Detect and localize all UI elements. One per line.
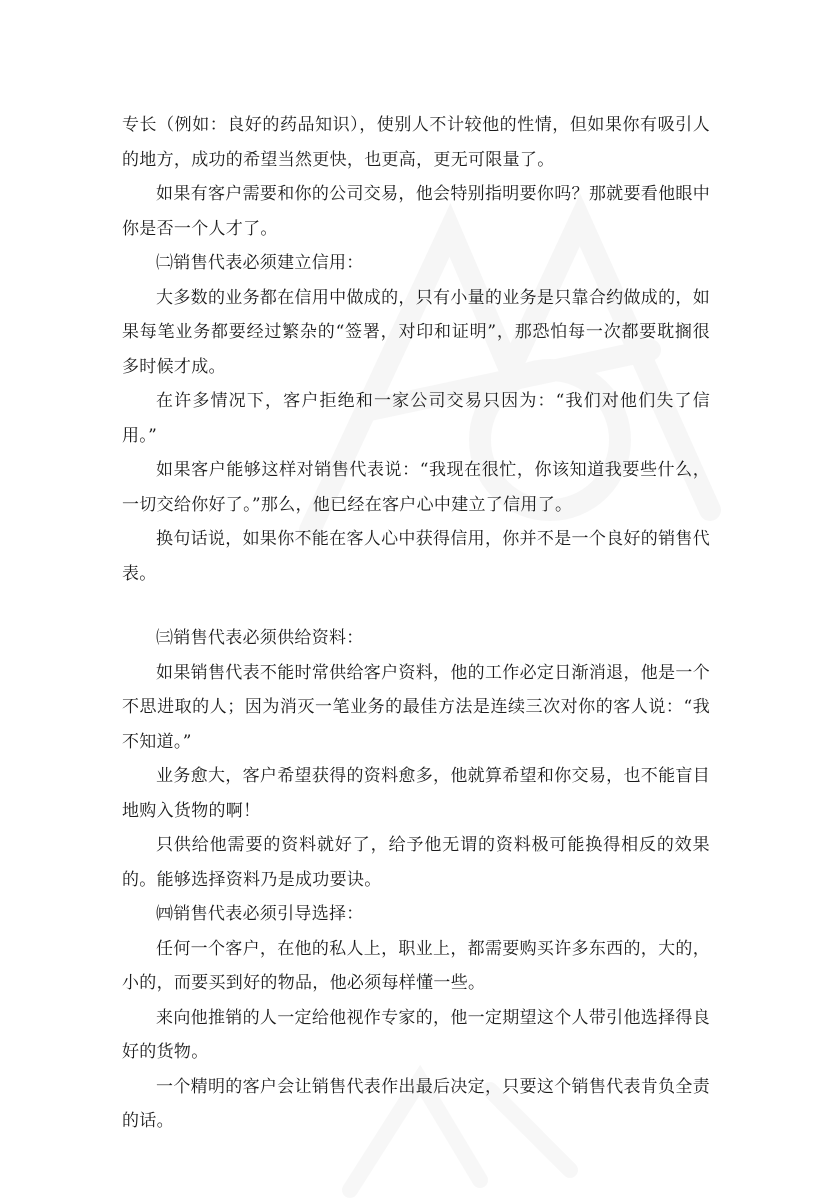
paragraph: 换句话说，如果你不能在客人心中获得信用，你并不是一个良好的销售代表。 (122, 529, 710, 584)
section-heading: ㈢销售代表必须供给资料： (156, 628, 364, 648)
paragraph-gap (122, 591, 710, 621)
paragraph: 来向他推销的人一定给他视作专家的，他一定期望这个人带引他选择得良好的货物。 (122, 1007, 710, 1062)
paragraph: 业务愈大，客户希望获得的资料愈多，他就算希望和你交易，也不能盲目地购入货物的啊！ (122, 766, 710, 821)
paragraph: 专长（例如：良好的药品知识），使别人不计较他的性情，但如果你有吸引人的地方，成功的希望当然更快，也更高，更无可限量了。 (122, 115, 710, 170)
paragraph: 如果有客户需要和你的公司交易，他会特别指明要你吗？那就要看他眼中你是否一个人才了。 (122, 184, 710, 239)
paragraph: 一个精明的客户会让销售代表作出最后决定，只要这个销售代表肯负全责的话。 (122, 1076, 710, 1131)
paragraph: 如果销售代表不能时常供给客户资料，他的工作必定日渐消退，他是一个不思进取的人；因为消灭一笔业务的最佳方法是连续三次对你的客人说：“我不知道。” (122, 662, 710, 752)
section-heading: ㈡销售代表必须建立信用： (156, 253, 364, 273)
paragraph: 如果客户能够这样对销售代表说：“我现在很忙，你该知道我要些什么，一切交给你好了。”那么，他已经在客户心中建立了信用了。 (122, 460, 710, 515)
document-body (122, 108, 710, 1139)
paragraph: 任何一个客户，在他的私人上，职业上，都需要购买许多东西的，大的，小的，而要买到好的物品，他必须每样懂一些。 (122, 938, 710, 993)
paragraph: 只供给他需要的资料就好了，给予他无谓的资料极可能换得相反的效果的。能够选择资料乃是成功要诀。 (122, 835, 710, 890)
paragraph: 在许多情况下，客户拒绝和一家公司交易只因为：“我们对他们失了信用。” (122, 391, 710, 446)
section-heading: ㈣销售代表必须引导选择： (156, 904, 364, 924)
paragraph: 大多数的业务都在信用中做成的，只有小量的业务是只靠合约做成的，如果每笔业务都要经过繁杂的“签署，对印和证明”，那恐怕每一次都要耽搁很多时候才成。 (122, 287, 710, 377)
